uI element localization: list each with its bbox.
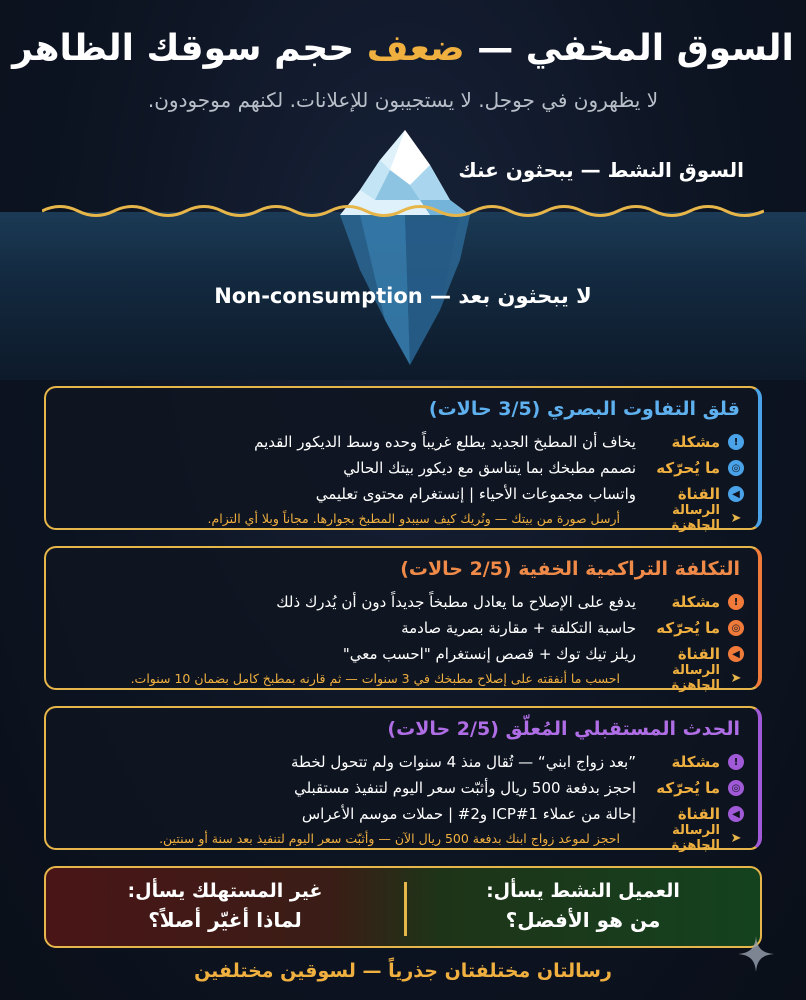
row-value: يخاف أن المطبخ الجديد يطلع غريباً وحده وسط الديكور القديم [254,433,636,451]
active-customer-block [468,880,698,932]
play-icon: ◀ [728,806,744,822]
target-icon: ◎ [728,620,744,636]
row-label: القناة [677,645,720,663]
card-row-driver [54,616,744,640]
row-value: احجز بدفعة 500 ريال وأثبّت سعر اليوم لتنفيذ مستقبلي [294,779,636,797]
comparison-box [44,866,762,948]
card-title: قلق التفاوت البصري (3/5 حالات) [428,398,740,420]
row-value: أرسل صورة من بيتك — ونُريك كيف سيبدو المطبخ بجوارها. مجاناً وبلا أي التزام. [207,510,620,526]
row-value: ريلز تيك توك + قصص إنستغرام "احسب معي" [342,645,636,663]
card-title: التكلفة التراكمية الخفية (2/5 حالات) [400,558,740,580]
play-icon: ◀ [728,646,744,662]
segment-card-future-event [44,706,762,853]
target-icon: ◎ [728,460,744,476]
row-label: مشكلة [671,753,720,771]
segment-card-visual-anxiety [44,386,762,533]
row-label: مشكلة [671,433,720,451]
segment-card-hidden-cost [44,546,762,693]
row-label: القناة [677,485,720,503]
row-value: واتساب مجموعات الأحياء | إنستغرام محتوى تعليمي [315,485,636,503]
row-value: يدفع على الإصلاح ما يعادل مطبخاً جديداً دون أن يُدرك ذلك [276,593,636,611]
title-accent: ضعف [366,28,465,69]
nonconsumer-block [110,880,340,932]
page-subtitle: لا يظهرون في جوجل. لا يستجيبون للإعلانات. لكنهم موجودون. [147,88,659,112]
active-question: العميل النشط يسأل: [486,880,680,902]
play-icon: ◀ [728,486,744,502]
exclamation-icon: ! [728,594,744,610]
target-icon: ◎ [728,780,744,796]
card-row-driver [54,776,744,800]
footer-tagline: رسالتان مختلفتان جذرياً — لسوقين مختلفين [194,960,612,982]
row-label: ما يُحرّكه [656,619,720,637]
row-value: احجز لموعد زواج ابنك بدفعة 500 ريال الآن — وأثبّت سعر اليوم لتنفيذ بعد سنة أو سنتين. [159,830,620,846]
sparkle-icon [736,934,776,974]
row-value: إحالة من عملاء ICP#1 و2# | حملات موسم الأعراس [301,805,636,823]
card-row-message [54,823,744,853]
nonconsumer-question: غير المستهلك يسأل: [127,880,323,902]
card-title: الحدث المستقبلي المُعلّق (2/5 حالات) [387,718,740,740]
row-label: الرسالة الجاهزة [671,663,720,693]
active-answer: من هو الأفضل؟ [505,908,661,932]
send-icon: ➤ [730,830,742,846]
row-value: احسب ما أنفقته على إصلاح مطبخك في 3 سنوات — ثم قارنه بمطبخ كامل بضمان 10 سنوات. [130,670,620,686]
row-label: الرسالة الجاهزة [671,503,720,533]
row-label: القناة [677,805,720,823]
card-row-driver [54,456,744,480]
card-row-problem [54,590,744,614]
card-row-problem [54,750,744,774]
title-part-1: السوق المخفي — [464,28,794,69]
page-title [0,28,806,69]
row-label: ما يُحرّكه [656,779,720,797]
hidden-market-label: لا يبحثون بعد — Non-consumption [214,284,592,308]
row-label: مشكلة [671,593,720,611]
exclamation-icon: ! [728,434,744,450]
active-market-label: السوق النشط — يبحثون عنك [458,158,744,182]
row-label: الرسالة الجاهزة [671,823,720,853]
waterline-wave [42,198,764,224]
row-label: ما يُحرّكه [656,459,720,477]
send-icon: ➤ [730,670,742,686]
title-part-2: حجم سوقك الظاهر [12,28,367,69]
row-value: حاسبة التكلفة + مقارنة بصرية صادمة [401,619,636,637]
card-row-problem [54,430,744,454]
row-value: ”بعد زواج ابني“ — تُقال منذ 4 سنوات ولم تتحول لخطة [291,753,636,771]
nonconsumer-answer: لماذا أغيّر أصلاً؟ [148,908,302,932]
card-row-message [54,663,744,693]
card-row-message [54,503,744,533]
send-icon: ➤ [730,510,742,526]
row-value: نصمم مطبخك بما يتناسق مع ديكور بيتك الحالي [343,459,636,477]
comparison-divider [404,882,407,936]
exclamation-icon: ! [728,754,744,770]
